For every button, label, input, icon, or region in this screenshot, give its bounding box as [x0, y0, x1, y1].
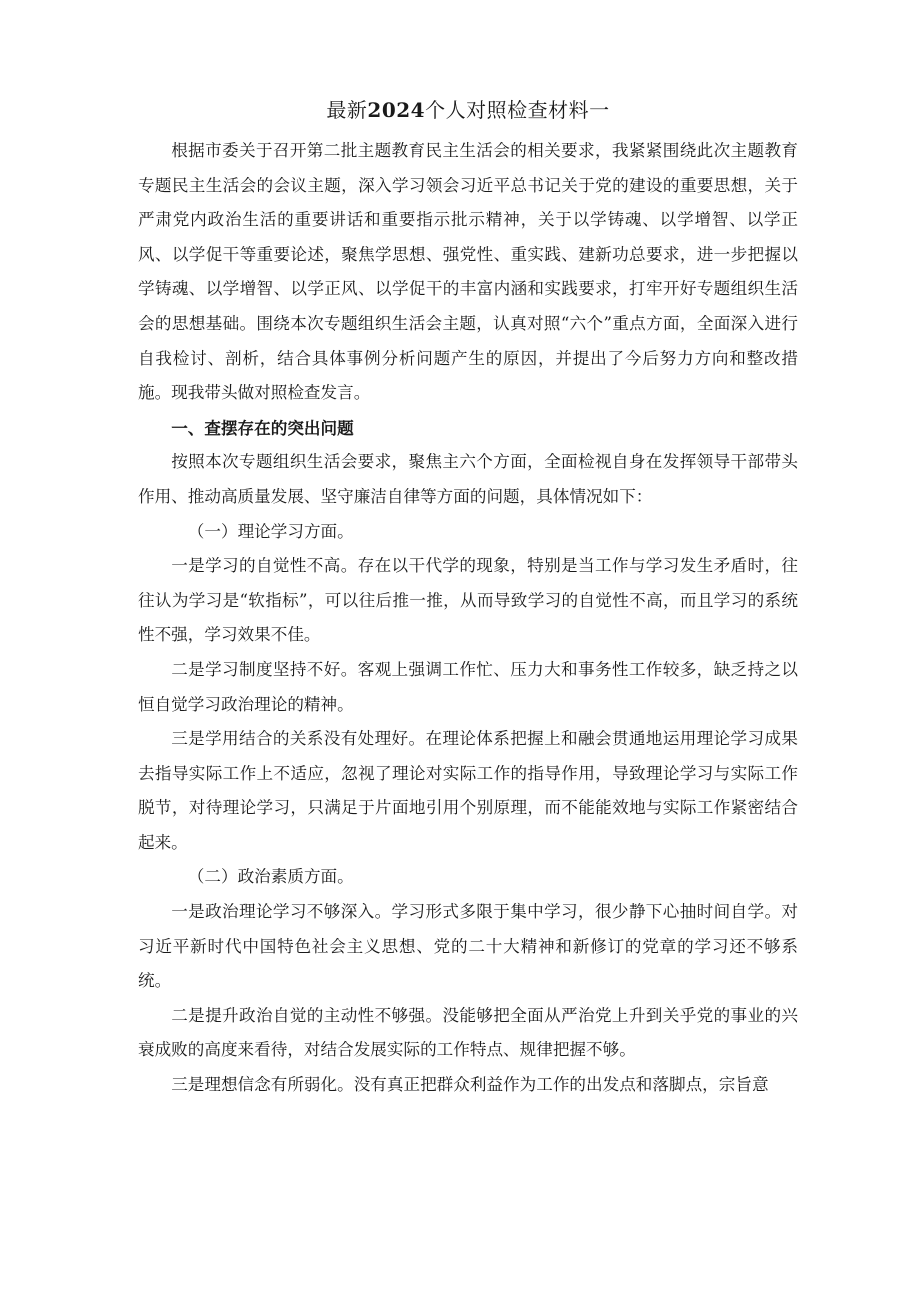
subsection-heading: （一）理论学习方面。	[187, 521, 354, 541]
body-paragraph: 一是政治理论学习不够深入。学习形式多限于集中学习，很少静下心抽时间自学。对习近平新时代中国特色社会主义思想、党的二十大精神和新修订的党章的学习还不够系统。	[138, 902, 798, 991]
title-prefix: 最新	[326, 98, 368, 122]
body-paragraph: 按照本次专题组织生活会要求，聚焦主六个方面，全面检视自身在发挥领导干部带头作用、推动高质量发展、坚守廉洁自律等方面的问题，具体情况如下：	[138, 452, 798, 506]
subsection-heading: （二）政治素质方面。	[187, 867, 354, 887]
body-paragraph: 三是学用结合的关系没有处理好。在理论体系把握上和融会贯通地运用理论学习成果去指导实际工作上不适应，忽视了理论对实际工作的指导作用，导致理论学习与实际工作脱节，对待理论学习，只满足于片面地引用个别原理，而不能能效地与实际工作紧密结合起来。	[138, 729, 798, 852]
body-paragraph: 二是学习制度坚持不好。客观上强调工作忙、压力大和事务性工作较多，缺乏持之以恒自觉学习政治理论的精神。	[138, 659, 798, 714]
title-suffix: 个人对照检查材料一	[425, 98, 610, 122]
section-heading: 一、查摆存在的突出问题	[171, 417, 354, 438]
title-year: 2024	[367, 98, 426, 122]
body-paragraph: 一是学习的自觉性不高。存在以干代学的现象，特别是当工作与学习发生矛盾时，往往认为学习是“软指标”，可以往后推一推，从而导致学习的自觉性不高，而且学习的系统性不强，学习效果不佳。	[138, 556, 798, 645]
body-paragraph: 三是理想信念有所弱化。没有真正把群众利益作为工作的出发点和落脚点，宗旨意	[171, 1075, 769, 1095]
body-paragraph: 二是提升政治自觉的主动性不够强。没能够把全面从严治党上升到关乎党的事业的兴衰成败的高度来看待，对结合发展实际的工作特点、规律把握不够。	[138, 1005, 798, 1060]
document-title	[138, 96, 798, 124]
document-page	[138, 96, 798, 1103]
intro-paragraph: 根据市委关于召开第二批主题教育民主生活会的相关要求，我紧紧围绕此次主题教育专题民主生活会的会议主题，深入学习领会习近平总书记关于党的建设的重要思想，关于严肃党内政治生活的重要讲话和重要指示批示精神，关于以学铸魂、以学增智、以学正风、以学促干等重要论述，聚焦学思想、强党性、重实践、建新功总要求，进一步把握以学铸魂、以学增智、以学正风、以学促干的丰富内涵和实践要求，打牢开好专题组织生活会的思想基础。围绕本次专题组织生活会主题，认真对照“六个”重点方面，全面深入进行自我检讨、剖析，结合具体事例分析问题产生的原因，并提出了今后努力方向和整改措施。现我带头做对照检查发言。	[138, 141, 798, 403]
